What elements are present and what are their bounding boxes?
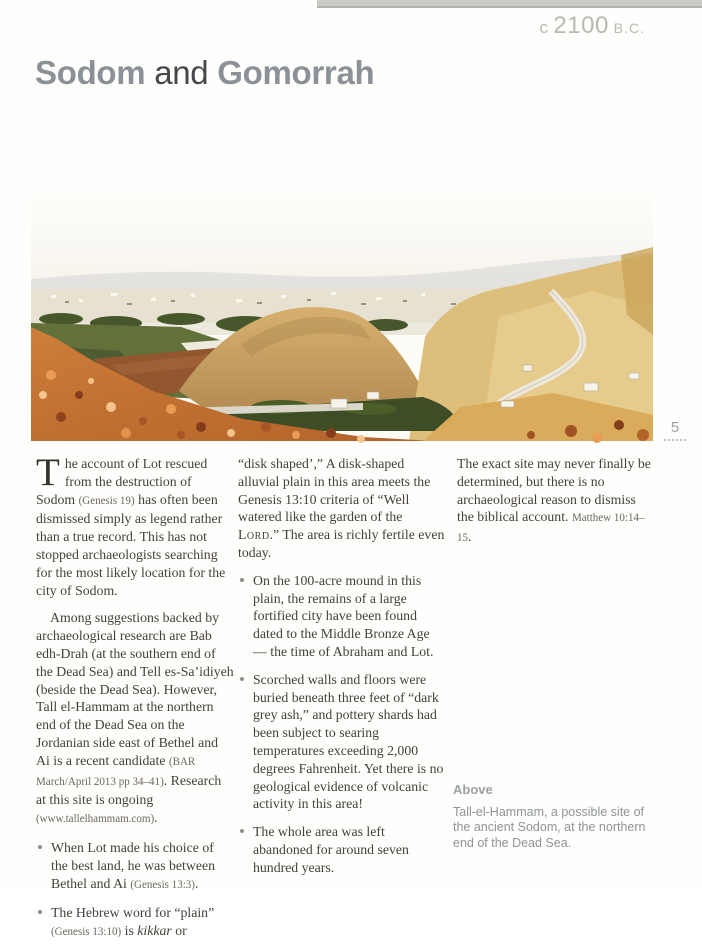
bullet-dot: [240, 578, 244, 582]
title-word-2: Gomorrah: [217, 54, 375, 91]
text-column-3: [457, 455, 653, 558]
bullet-item: Scorched walls and floors were buried beneath three feet of “dark grey ash,” and pottery shards had been subject to searing temperatures exceeding 2,000 degrees Fahrenheit. Yet there is no geological evidence of volcanic activity in this area!: [238, 671, 446, 813]
title-conjunction: and: [154, 54, 209, 91]
page-number-value: 5: [670, 419, 680, 436]
header-rule: [317, 0, 702, 8]
bullet-item: The whole area was left abandoned for around seven hundred years.: [238, 823, 446, 876]
bullet-dot: [240, 829, 244, 833]
page-number-dots: [664, 439, 686, 441]
landscape-photo: [31, 195, 653, 441]
bullet-dot: [38, 845, 42, 849]
bullet-item: The Hebrew word for “plain” (Genesis 13:10) is kikkar or: [36, 904, 234, 942]
caption-heading: Above: [453, 782, 493, 797]
title-word-1: Sodom: [35, 54, 146, 91]
caption-text: Tall-el-Hammam, a possible site of the ancient Sodom, at the northern end of the Dead Sea.: [453, 804, 646, 850]
page-number: [660, 419, 690, 441]
date-label: [539, 12, 645, 40]
paragraph: The account of Lot rescued from the destruction of Sodom (Genesis 19) has often been dismissed simply as legend rather than a true record. This has not stopped archaeologists searching for the most likely location for the city of Sodom.: [36, 451, 226, 598]
paragraph: The exact site may never finally be determined, but there is no archaeological reason to dismiss the biblical account. Matthew 10:14–15.: [457, 456, 651, 545]
photo-caption: [453, 782, 649, 851]
page-title: [35, 54, 374, 92]
bullet-dot: [38, 910, 42, 914]
bullet-item: On the 100-acre mound in this plain, the remains of a large fortified city have been found dated to the Middle Bronze Age — the time of Abraham and Lot.: [238, 572, 446, 661]
date-year: 2100: [553, 12, 609, 39]
bullet-dot: [240, 677, 244, 681]
paragraph: “disk shaped’,” A disk-shaped alluvial plain in this area meets the Genesis 13:10 criteria of “Well watered like the garden of the Lord.” The area is richly fertile even today.: [238, 456, 445, 560]
text-column-1: [36, 451, 234, 952]
drop-cap: T: [36, 451, 60, 494]
date-circa: c: [539, 18, 549, 37]
bullet-item: When Lot made his choice of the best land, he was between Bethel and Ai (Genesis 13:3).: [36, 839, 234, 894]
date-era: B.C.: [613, 20, 645, 36]
paragraph: Among suggestions backed by archaeological research are Bab edh-Drah (at the southern end of the Dead Sea) and Tell es-Sa’idiyeh (beside the Dead Sea). However, Tall el-Hammam at the northern end of the Dead Sea on the Jordanian side east of Bethel and Ai is a recent candidate (BAR March/April 2013 pp 34–41). Research at this site is ongoing (www.tallelhammam.com).: [36, 610, 234, 826]
text-column-2: [238, 455, 446, 887]
